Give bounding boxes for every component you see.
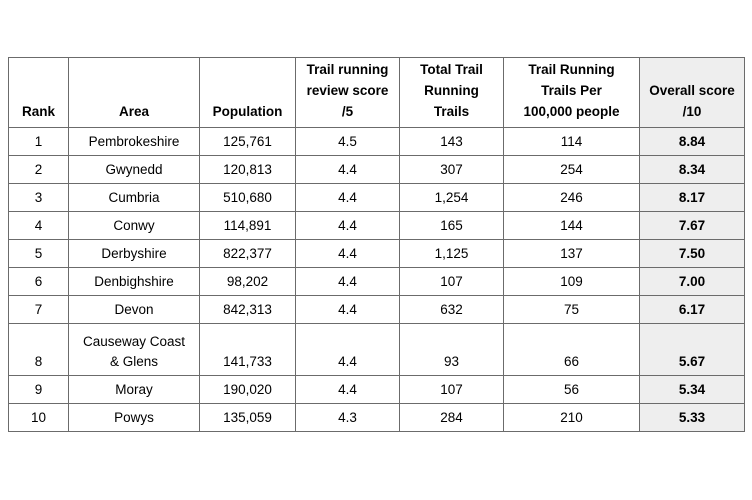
rank-cell: 9 (9, 376, 69, 404)
review-score-cell: 4.4 (296, 324, 400, 376)
overall-score-cell: 5.67 (640, 324, 745, 376)
population-cell: 510,680 (200, 184, 296, 212)
trails-per-100k-cell: 137 (504, 240, 640, 268)
trail-running-table (8, 57, 745, 432)
overall-score-cell: 7.50 (640, 240, 745, 268)
trails-per-100k-cell: 114 (504, 128, 640, 156)
overall-score-cell: 5.33 (640, 404, 745, 432)
rank-cell: 5 (9, 240, 69, 268)
population-cell: 114,891 (200, 212, 296, 240)
trails-per-100k-cell: 66 (504, 324, 640, 376)
population-cell: 98,202 (200, 268, 296, 296)
review-score-cell: 4.4 (296, 376, 400, 404)
area-cell: Devon (69, 296, 200, 324)
total-trails-cell: 632 (400, 296, 504, 324)
trails-per-100k-header: Trail Running Trails Per 100,000 people (504, 58, 640, 128)
trails-per-100k-cell: 144 (504, 212, 640, 240)
review-score-cell: 4.4 (296, 268, 400, 296)
review-score-cell: 4.4 (296, 184, 400, 212)
table-row (9, 296, 745, 324)
review-score-header: Trail running review score /5 (296, 58, 400, 128)
overall-score-cell: 8.34 (640, 156, 745, 184)
population-cell: 190,020 (200, 376, 296, 404)
overall-score-cell: 7.00 (640, 268, 745, 296)
table-row (9, 240, 745, 268)
review-score-cell: 4.4 (296, 296, 400, 324)
total-trails-header: Total Trail Running Trails (400, 58, 504, 128)
rank-header: Rank (9, 58, 69, 128)
total-trails-cell: 1,125 (400, 240, 504, 268)
population-cell: 120,813 (200, 156, 296, 184)
overall-score-header: Overall score /10 (640, 58, 745, 128)
trails-per-100k-cell: 210 (504, 404, 640, 432)
population-cell: 135,059 (200, 404, 296, 432)
overall-score-cell: 6.17 (640, 296, 745, 324)
table-row (9, 212, 745, 240)
overall-score-cell: 5.34 (640, 376, 745, 404)
total-trails-cell: 307 (400, 156, 504, 184)
table-row (9, 376, 745, 404)
total-trails-cell: 107 (400, 268, 504, 296)
trails-per-100k-cell: 56 (504, 376, 640, 404)
population-cell: 141,733 (200, 324, 296, 376)
area-cell: Moray (69, 376, 200, 404)
rank-cell: 8 (9, 324, 69, 376)
population-cell: 125,761 (200, 128, 296, 156)
table-row (9, 184, 745, 212)
trails-per-100k-cell: 246 (504, 184, 640, 212)
table-row (9, 156, 745, 184)
area-cell: Derbyshire (69, 240, 200, 268)
trails-per-100k-cell: 109 (504, 268, 640, 296)
rank-cell: 7 (9, 296, 69, 324)
area-header: Area (69, 58, 200, 128)
table-row (9, 128, 745, 156)
review-score-cell: 4.4 (296, 156, 400, 184)
rank-cell: 1 (9, 128, 69, 156)
area-cell: Pembrokeshire (69, 128, 200, 156)
table-row (9, 324, 745, 376)
total-trails-cell: 284 (400, 404, 504, 432)
area-cell: Denbighshire (69, 268, 200, 296)
area-line: Causeway Coast (82, 334, 186, 349)
table-row (9, 268, 745, 296)
review-score-cell: 4.5 (296, 128, 400, 156)
area-cell: Powys (69, 404, 200, 432)
rank-cell: 3 (9, 184, 69, 212)
total-trails-cell: 93 (400, 324, 504, 376)
area-cell: Gwynedd (69, 156, 200, 184)
total-trails-cell: 165 (400, 212, 504, 240)
overall-score-cell: 8.17 (640, 184, 745, 212)
area-cell: Cumbria (69, 184, 200, 212)
total-trails-cell: 1,254 (400, 184, 504, 212)
review-score-cell: 4.4 (296, 240, 400, 268)
rank-cell: 2 (9, 156, 69, 184)
rank-cell: 10 (9, 404, 69, 432)
area-line: & Glens (109, 354, 159, 369)
header-row (9, 58, 745, 128)
total-trails-cell: 107 (400, 376, 504, 404)
table-row (9, 404, 745, 432)
rank-cell: 4 (9, 212, 69, 240)
area-cell (69, 324, 200, 376)
total-trails-cell: 143 (400, 128, 504, 156)
review-score-cell: 4.3 (296, 404, 400, 432)
area-cell: Conwy (69, 212, 200, 240)
population-cell: 842,313 (200, 296, 296, 324)
overall-score-cell: 8.84 (640, 128, 745, 156)
trails-per-100k-cell: 75 (504, 296, 640, 324)
trails-per-100k-cell: 254 (504, 156, 640, 184)
rank-cell: 6 (9, 268, 69, 296)
population-cell: 822,377 (200, 240, 296, 268)
population-header: Population (200, 58, 296, 128)
review-score-cell: 4.4 (296, 212, 400, 240)
overall-score-cell: 7.67 (640, 212, 745, 240)
